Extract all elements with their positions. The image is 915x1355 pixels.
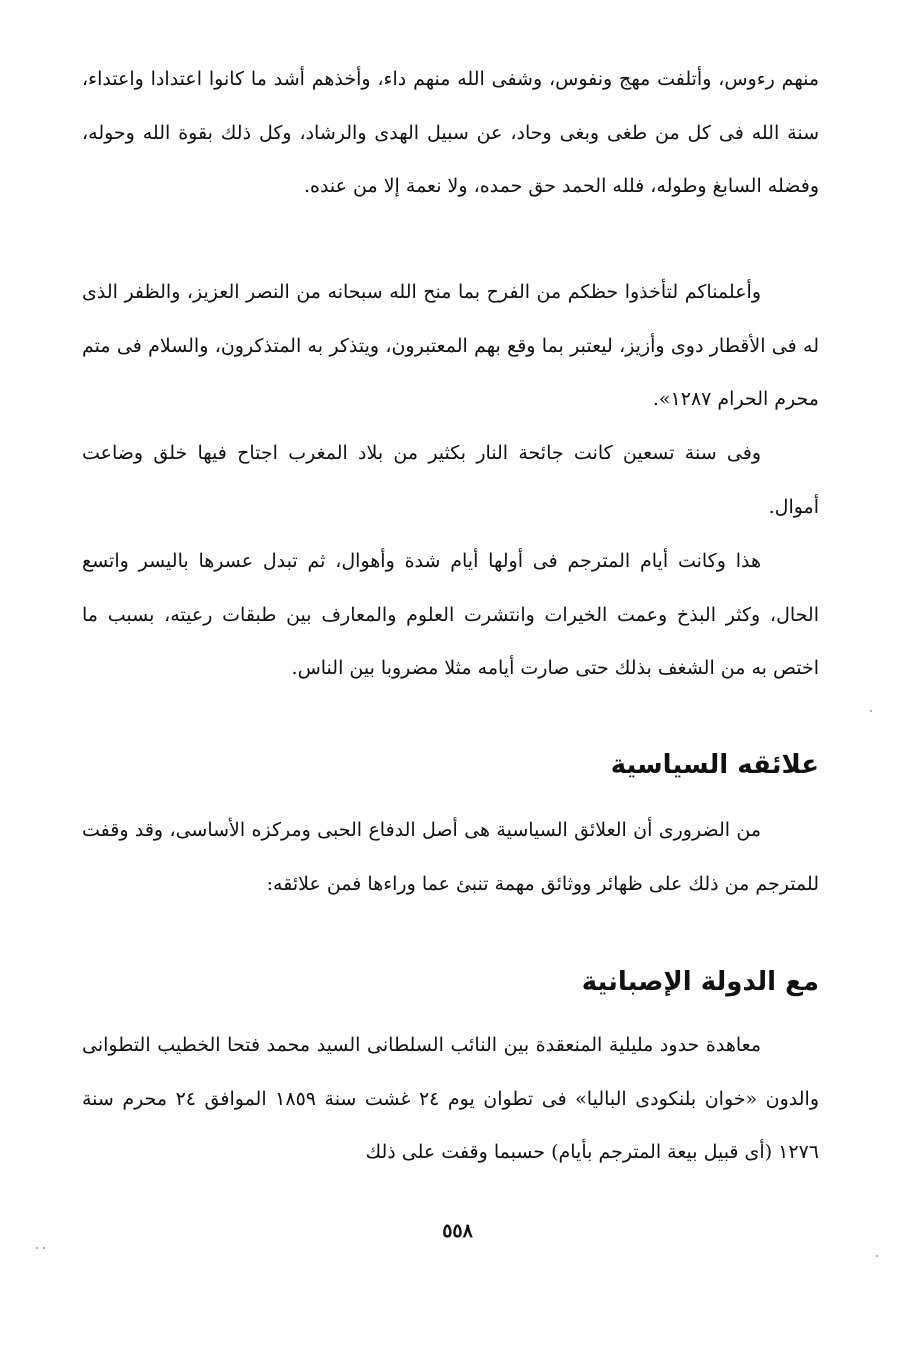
paragraph-melilla-treaty: معاهدة حدود مليلية المنعقدة بين النائب السلطانى السيد محمد فتحا الخطيب التطوانى والدون «خوان بلنكودى الباليا» فى تطوان يوم ٢٤ غشت سنة ١٨٥٩ الموافق ٢٤ محرم سنة ١٢٧٦ (أى قبيل بيعة المترجم بأيام) حسبما وقفت على ذلك [82, 1034, 820, 1163]
scan-speck [36, 1247, 38, 1249]
scan-speck [876, 1255, 878, 1257]
section-heading-political-relations: علائقه السياسية [610, 750, 819, 780]
paragraph-political-relations-intro: من الضرورى أن العلائق السياسية هى أصل الدفاع الحبى ومركزه الأساسى، وقد وقفت للمترجم من ذلك على ظهائر ووثائق مهمة تنبئ عما وراءها فمن علائقه: [82, 819, 819, 895]
paragraph-conquest-ending: منهم رءوس، وأتلفت مهج ونفوس، وشفى الله منهم داء، وأخذهم أشد ما كانوا اعتدادا واعتداء، سنة الله فى كل من طغى وبغى وحاد، عن سبيل الهدى والرشاد، وكل ذلك بقوة الله وحوله، وفضله السابغ وطوله، فلله الحمد حق حمده، ولا نعمة إلا من عنده. [82, 68, 819, 197]
scan-speck [870, 710, 872, 712]
scan-speck [43, 1247, 45, 1249]
paragraph-prosperity: هذا وكانت أيام المترجم فى أولها أيام شدة وأهوال، ثم تبدل عسرها باليسر واتسع الحال، وكثر البذخ وعمت الخيرات وانتشرت العلوم والمعارف بين طبقات رعيته، بسبب ما اختص به من الشغف بذلك حتى صارت أيامه مثلا مضروبا بين الناس. [82, 550, 819, 679]
page-number: ٥٥٨ [442, 1220, 473, 1242]
section-heading-spanish-state: مع الدولة الإصبانية [581, 967, 819, 997]
paragraph-letter-closing: وأعلمناكم لتأخذوا حظكم من الفرح بما منح الله سبحانه من النصر العزيز، والظفر الذى له فى الأقطار دوى وأزيز، ليعتبر بما وقع بهم المعتبرون، ويتذكر به المتذكرون، والسلام فى متم محرم الحرام ١٢٨٧». [82, 281, 819, 410]
paragraph-fire-disaster: وفى سنة تسعين كانت جائحة النار بكثير من بلاد المغرب اجتاح فيها خلق وضاعت أموال. [82, 442, 819, 518]
